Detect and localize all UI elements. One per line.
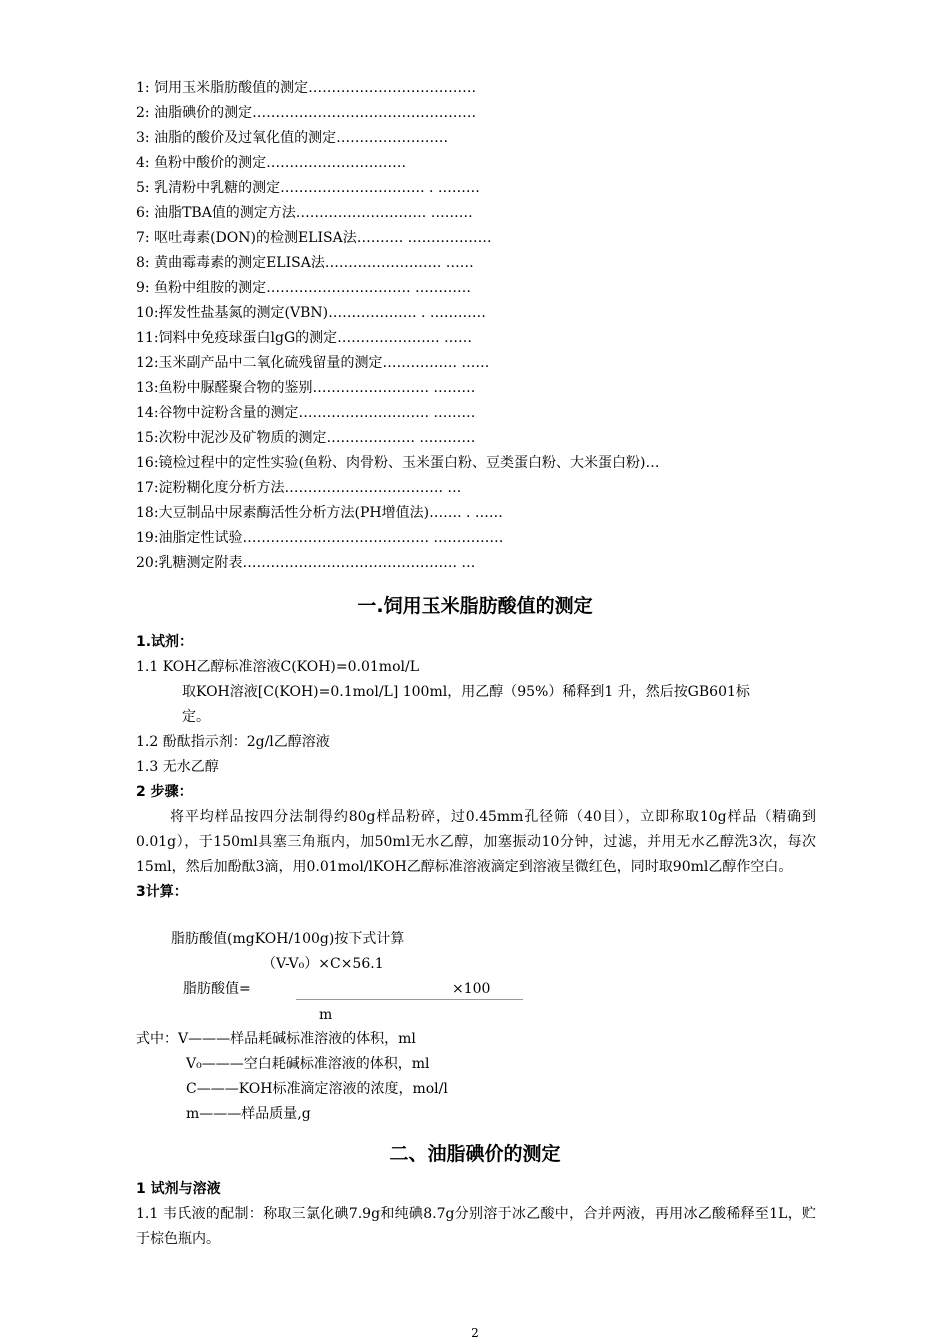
reagent-2: 1.2 酚酞指示剂：2g/l乙醇溶液 <box>136 734 330 750</box>
reagent-1-detail: 取KOH溶液[C(KOH)=0.1mol/L] 100ml，用乙醇（95%）稀释到1 升，然后按GB601标 <box>182 684 750 700</box>
steps-heading: 2 步骤： <box>136 784 193 800</box>
where-v: 式中：V———样品耗碱标准溶液的体积，ml <box>136 1031 416 1047</box>
formula-label: 脂肪酸值= <box>183 981 251 997</box>
toc-item[interactable]: 17:淀粉糊化度分析方法……………………………. … <box>136 480 462 496</box>
where-c: C———KOH标准滴定溶液的浓度，mol/l <box>186 1081 448 1097</box>
formula-times: ×100 <box>452 981 491 997</box>
section-2-paragraph: 1.1 韦氏液的配制：称取三氯化碘7.9g和纯碘8.7g分别溶于冰乙酸中，合并两液，再用冰乙酸稀释至1L，贮于棕色瓶内。 <box>136 1206 816 1247</box>
toc-item[interactable]: 2: 油脂碘价的测定………………………………………… <box>136 105 477 121</box>
section-1-title: 一.饲用玉米脂肪酸值的测定 <box>357 595 593 617</box>
section-2-title: 二、油脂碘价的测定 <box>389 1143 561 1165</box>
calc-intro: 脂肪酸值(mgKOH/100g)按下式计算 <box>171 931 405 947</box>
toc-item[interactable]: 15:次粉中泥沙及矿物质的测定………………. ………… <box>136 430 476 446</box>
toc-item[interactable]: 6: 油脂TBA值的测定方法………………………. ……… <box>136 205 473 221</box>
toc-item[interactable]: 11:饲料中免疫球蛋白lgG的测定…………………. …… <box>136 330 473 346</box>
reagent-1-detail-cont: 定。 <box>182 709 210 725</box>
formula-numerator: （V-V₀）×C×56.1 <box>262 956 384 972</box>
toc-item[interactable]: 1: 饲用玉米脂肪酸值的测定……………………………… <box>136 80 477 96</box>
toc-item[interactable]: 8: 黄曲霉毒素的测定ELISA法……………………. …… <box>136 255 474 271</box>
toc-item[interactable]: 10:挥发性盐基氮的测定(VBN)………………. . ………… <box>136 305 486 321</box>
where-m: m———样品质量,g <box>186 1106 311 1122</box>
reagent-1: 1.1 KOH乙醇标准溶液C(KOH)=0.01mol/L <box>136 659 419 675</box>
reagent-3: 1.3 无水乙醇 <box>136 759 219 775</box>
toc-item[interactable]: 3: 油脂的酸价及过氧化值的测定…………………… <box>136 130 449 146</box>
page-number: 2 <box>471 1326 479 1340</box>
toc-item[interactable]: 12:玉米副产品中二氧化硫残留量的测定……………. …… <box>136 355 490 371</box>
formula-denominator: m <box>319 1007 333 1023</box>
fraction-bar <box>296 999 523 1000</box>
toc-item[interactable]: 9: 鱼粉中组胺的测定…………………………. ………… <box>136 280 471 296</box>
calc-heading: 3计算： <box>136 884 188 900</box>
table-of-contents <box>136 76 836 576</box>
steps-paragraph: 将平均样品按四分法制得约80g样品粉碎，过0.45mm孔径筛（40目），立即称取10g样品（精确到0.01g），于150ml具塞三角瓶内，加50ml无水乙醇，加塞振动10分钟，过滤，并用无水乙醇洗3次，每次15ml，然后加酚酞3滴，用0.01mol/lKOH乙醇标准溶液滴定到溶液呈微红色，同时取90ml乙醇作空白。 <box>136 809 816 875</box>
where-v0: V₀———空白耗碱标准溶液的体积，ml <box>186 1056 430 1072</box>
toc-item[interactable]: 16:镜检过程中的定性实验(鱼粉、肉骨粉、玉米蛋白粉、豆类蛋白粉、大米蛋白粉)… <box>136 455 660 471</box>
reagents-heading: 1.试剂： <box>136 634 194 650</box>
toc-item[interactable]: 18:大豆制品中尿素酶活性分析方法(PH增值法)……. . …… <box>136 505 503 521</box>
section-2-body <box>136 1177 816 1252</box>
toc-item[interactable]: 5: 乳清粉中乳糖的测定…………………………. . ……… <box>136 180 480 196</box>
toc-item[interactable]: 13:鱼粉中脲醛聚合物的鉴别……………………. ……… <box>136 380 476 396</box>
toc-item[interactable]: 19:油脂定性试验…………………………………. …………… <box>136 530 504 546</box>
section-1-body <box>136 630 816 905</box>
toc-item[interactable]: 14:谷物中淀粉含量的测定………………………. ……… <box>136 405 476 421</box>
toc-item[interactable]: 4: 鱼粉中酸价的测定………………………… <box>136 155 407 171</box>
section-2-heading: 1 试剂与溶液 <box>136 1181 221 1197</box>
toc-item[interactable]: 7: 呕吐毒素(DON)的检测ELISA法………. ……………… <box>136 230 492 246</box>
toc-item[interactable]: 20:乳糖测定附表………………………………………. … <box>136 555 476 571</box>
